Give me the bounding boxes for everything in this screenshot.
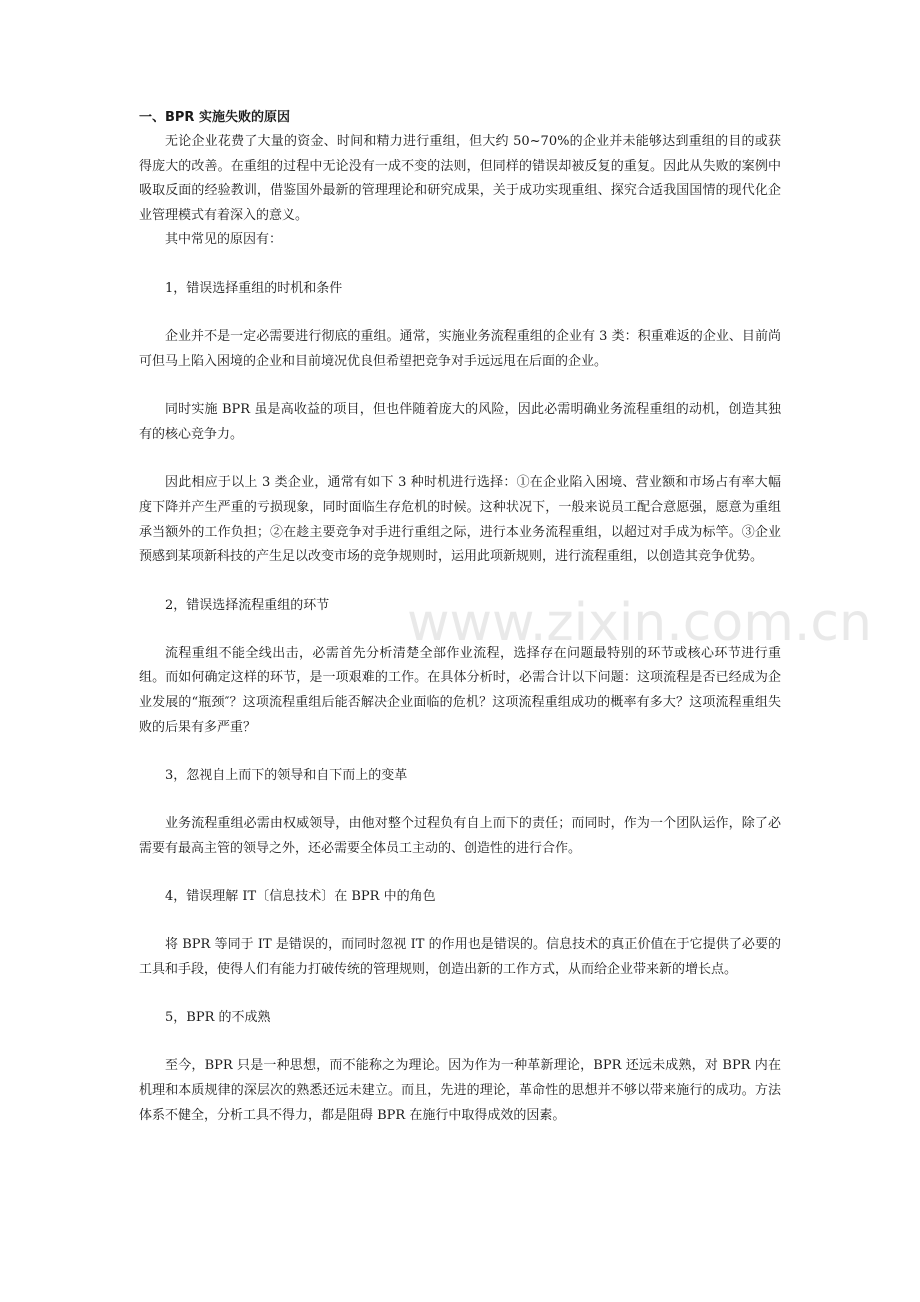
cause-5-paragraph-1: 至今，BPR 只是一种思想，而不能称之为理论。因为作为一种革新理论，BPR 还远未成熟，对 BPR 内在机理和本质规律的深层次的熟悉还远未建立。而且，先进的理论，革命性的思想并不够以带来施行的成功。方法体系不健全，分析工具不得力，都是阻碍 BPR 在施行中取得成效的因素。 (139, 1058, 781, 1123)
cause-1-paragraph-3: 因此相应于以上 3 类企业，通常有如下 3 种时机进行选择：①在企业陷入困境、营业额和市场占有率大幅度下降并产生严重的亏损现象，同时面临生存危机的时候。这种状况下，一般来说员工配合意愿强，愿意为重组承当额外的工作负担；②在趁主要竞争对手进行重组之际，进行本业务流程重组，以超过对手成为标竿。③企业预感到某项新科技的产生足以改变市场的竞争规则时，运用此项新规则，进行流程重组，以创造其竞争优势。 (139, 475, 781, 565)
cause-title-3: 3，忽视自上而下的领导和自下而上的变革 (165, 768, 408, 784)
section-heading: 一、BPR 实施失败的原因 (139, 110, 290, 125)
cause-1-paragraph-2: 同时实施 BPR 虽是高收益的项目，但也伴随着庞大的风险，因此必需明确业务流程重组的动机，创造其独有的核心竞争力。 (139, 402, 781, 442)
intro-lead-in: 其中常见的原因有： (165, 232, 283, 248)
watermark-text: www.zixin.com.cn (407, 593, 872, 653)
cause-3-paragraph-1: 业务流程重组必需由权威领导，由他对整个过程负有自上而下的责任；而同时，作为一个团队运作，除了必需要有最高主管的领导之外，还必需要全体员工主动的、创造性的进行合作。 (139, 816, 781, 856)
cause-title-5: 5，BPR 的不成熟 (165, 1010, 271, 1026)
cause-title-2: 2，错误选择流程重组的环节 (165, 597, 330, 613)
cause-title-1: 1，错误选择重组的时机和条件 (165, 280, 343, 296)
cause-title-4: 4，错误理解 IT〔信息技术〕在 BPR 中的角色 (165, 889, 436, 905)
cause-2-paragraph-1: 流程重组不能全线出击，必需首先分析清楚全部作业流程，选择存在问题最特别的环节或核心环节进行重组。而如何确定这样的环节，是一项艰难的工作。在具体分析时，必需合计以下问题：这项流程是否已经成为企业发展的“瓶颈″？这项流程重组后能否解决企业面临的危机？这项流程重组成功的概率有多大？这项流程重组失败的后果有多严重？ (139, 645, 781, 735)
intro-paragraph: 无论企业花费了大量的资金、时间和精力进行重组，但大约 50~70%的企业并未能够达到重组的目的或获得庞大的改善。在重组的过程中无论没有一成不变的法则，但同样的错误却被反复的重复。因此从失败的案例中吸取反面的经验教训，借鉴国外最新的管理理论和研究成果，关于成功实现重组、探究合适我国国情的现代化企业管理模式有着深入的意义。 (139, 134, 781, 223)
document-body (139, 106, 781, 1128)
cause-4-paragraph-1: 将 BPR 等同于 IT 是错误的，而同时忽视 IT 的作用也是错误的。信息技术的真正价值在于它提供了必要的工具和手段，使得人们有能力打破传统的管理规则，创造出新的工作方式，从而给企业带来新的增长点。 (139, 937, 781, 977)
cause-1-paragraph-1: 企业并不是一定必需要进行彻底的重组。通常，实施业务流程重组的企业有 3 类：积重难返的企业、目前尚可但马上陷入困境的企业和目前境况优良但希望把竞争对手远远甩在后面的企业。 (139, 328, 781, 369)
